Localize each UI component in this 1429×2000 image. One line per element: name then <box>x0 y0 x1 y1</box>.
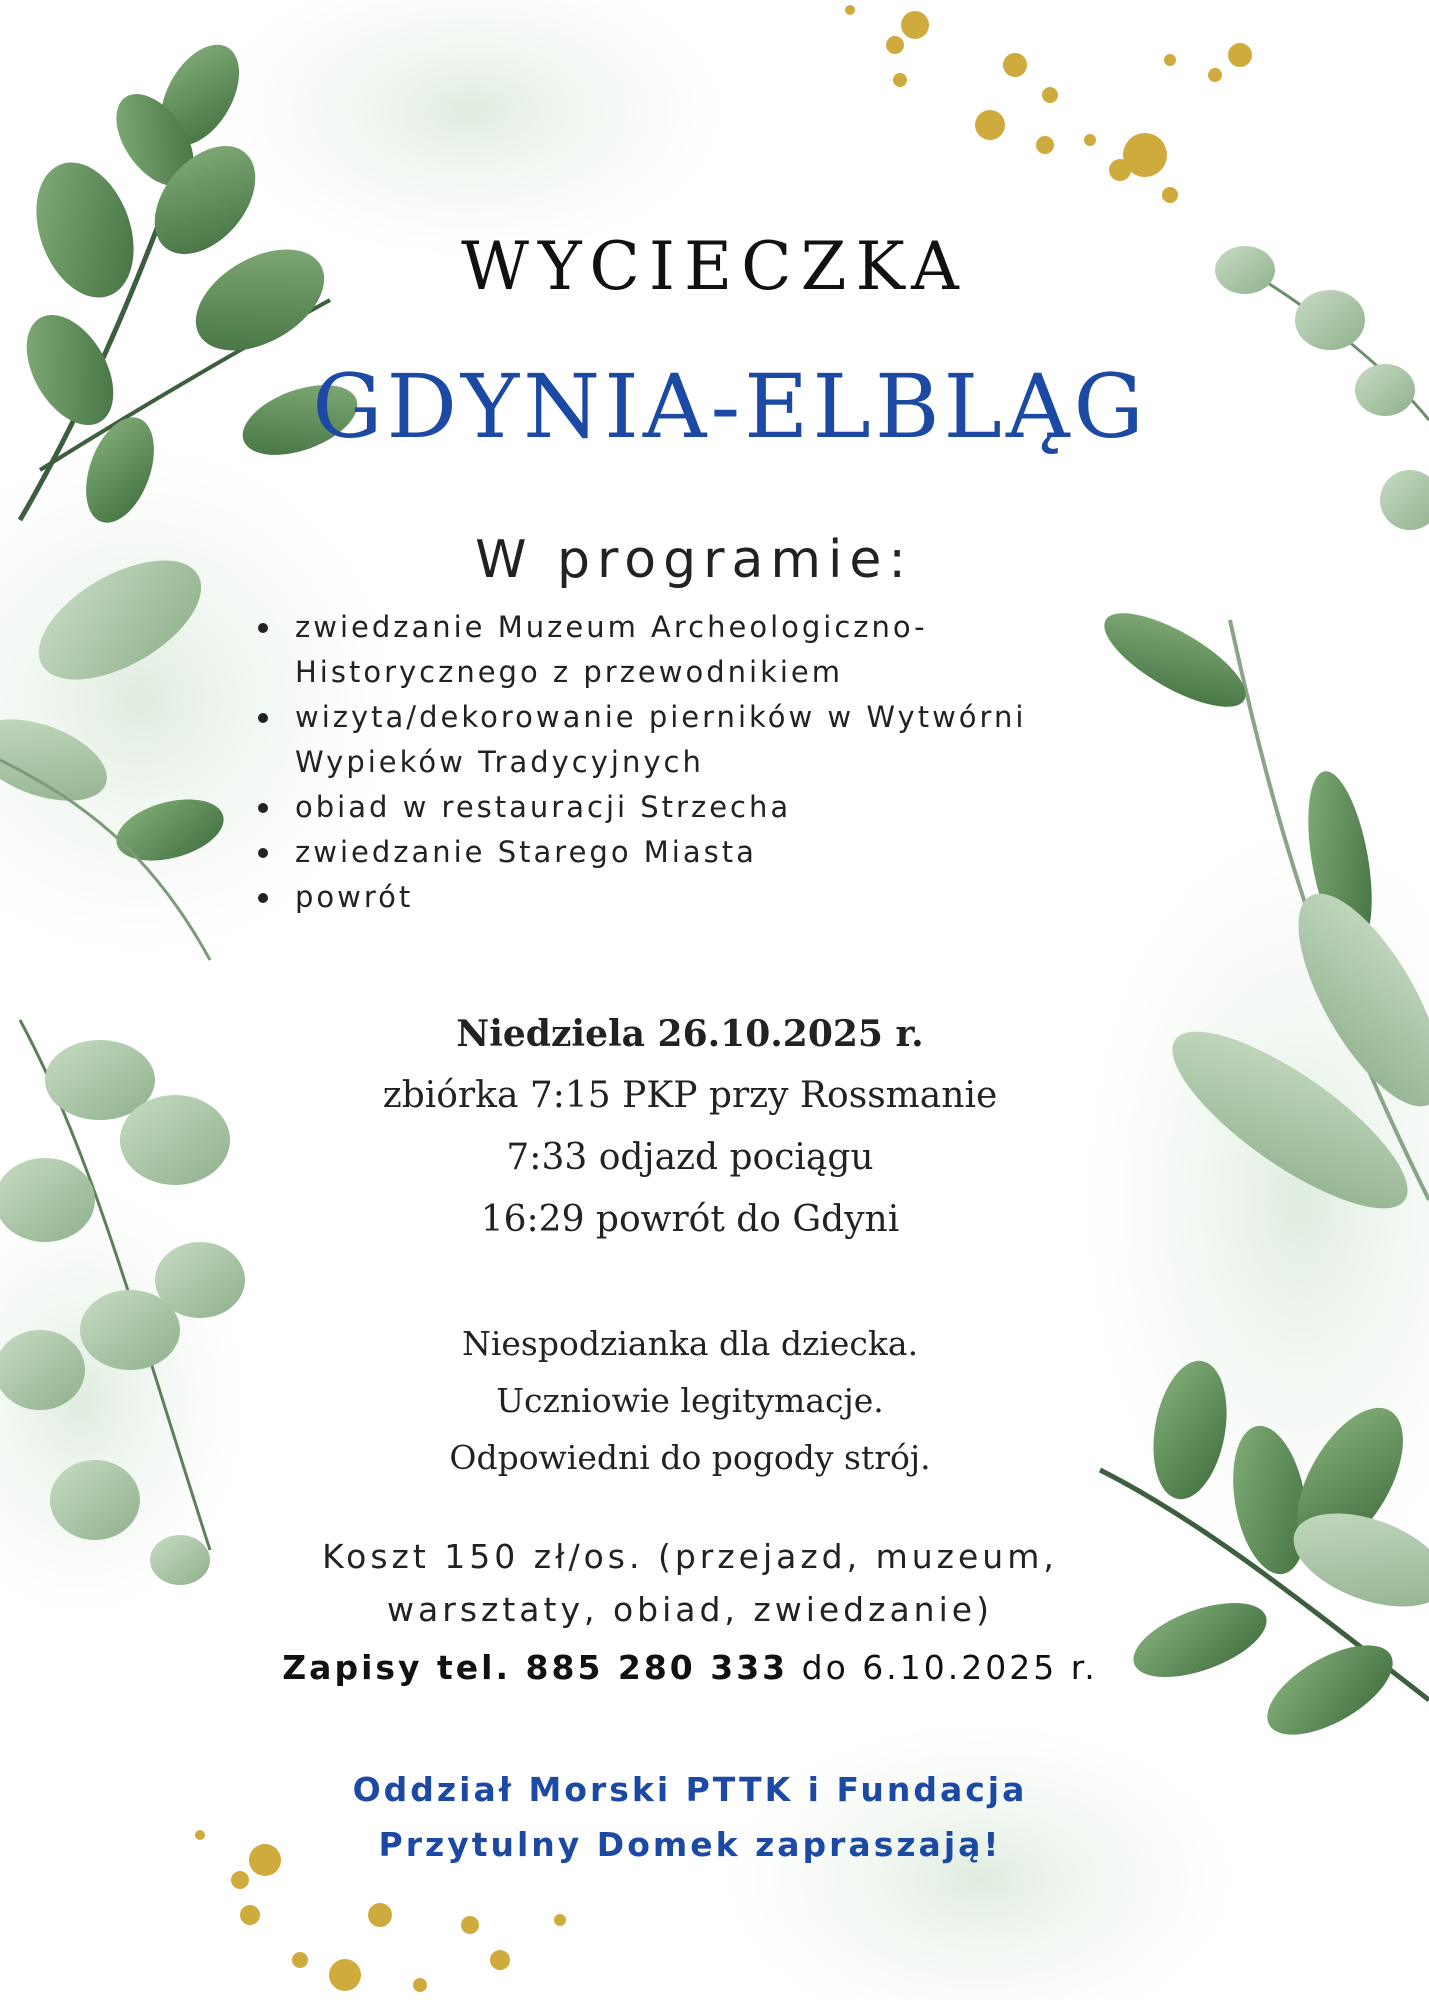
note-student-id: Uczniowie legitymacje. <box>496 1381 884 1420</box>
signup-info <box>0 1648 1380 1687</box>
bullet-icon <box>258 893 268 903</box>
program-list <box>255 605 1155 920</box>
signup-deadline: do 6.10.2025 r. <box>801 1648 1098 1687</box>
bullet-icon <box>258 623 268 633</box>
program-item: obiad w restauracji Strzecha <box>255 785 1155 830</box>
organizers-line-2: Przytulny Domek zapraszają! <box>378 1825 1002 1864</box>
bullet-icon <box>258 803 268 813</box>
meeting-info: zbiórka 7:15 PKP przy Rossmanie <box>382 1075 998 1116</box>
cost-info <box>0 1530 1380 1636</box>
program-item: zwiedzanie Muzeum Archeologiczno-Historycznego z przewodnikiem <box>255 605 1155 695</box>
program-item: wizyta/dekorowanie pierników w Wytwórni Wypieków Tradycyjnych <box>255 695 1155 785</box>
bullet-icon <box>258 713 268 723</box>
note-surprise: Niespodzianka dla dziecka. <box>461 1324 919 1363</box>
title-main: GDYNIA-ELBLĄG <box>312 355 1148 458</box>
trip-date: Niedziela 26.10.2025 r. <box>456 1013 924 1055</box>
program-heading: W programie: <box>475 530 913 590</box>
cost-line-1: Koszt 150 zł/os. (przejazd, muzeum, <box>322 1537 1058 1576</box>
note-clothing: Odpowiedni do pogody strój. <box>449 1438 931 1477</box>
return-info: 16:29 powrót do Gdyni <box>480 1199 900 1240</box>
program-item: zwiedzanie Starego Miasta <box>255 830 1155 875</box>
organizers-line-1: Oddział Morski PTTK i Fundacja <box>352 1770 1028 1809</box>
notes <box>0 1315 1380 1486</box>
bullet-icon <box>258 848 268 858</box>
organizers <box>0 1762 1380 1872</box>
trip-details <box>0 1003 1380 1251</box>
cost-line-2: warsztaty, obiad, zwiedzanie) <box>387 1590 993 1629</box>
program-item: powrót <box>255 875 1155 920</box>
departure-info: 7:33 odjazd pociągu <box>506 1137 874 1178</box>
title-top: WYCIECZKA <box>461 228 968 305</box>
signup-phone: Zapisy tel. 885 280 333 <box>282 1648 789 1687</box>
